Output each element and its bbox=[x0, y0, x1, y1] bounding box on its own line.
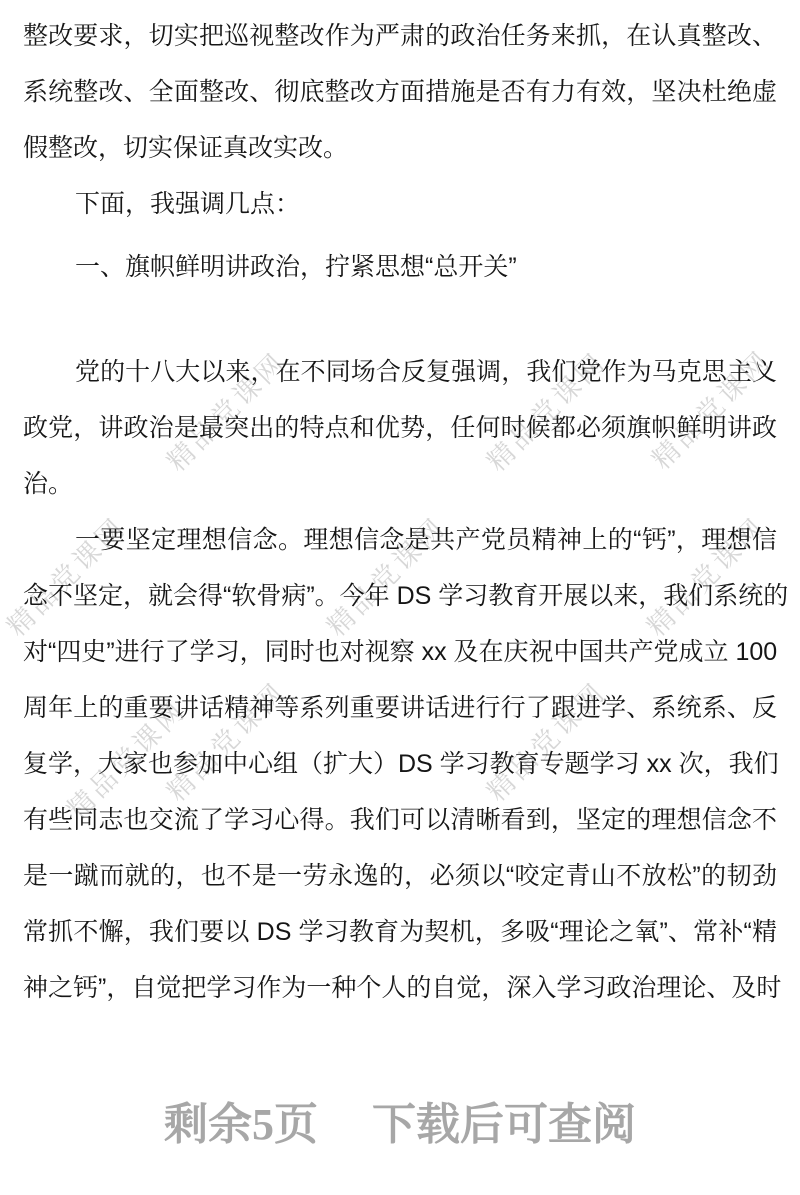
text-line: 神之钙”，自觉把学习作为一种个人的自觉，深入学习政治理论、及时 bbox=[23, 974, 782, 1002]
watermark-text: 精品党课网 bbox=[1, 511, 133, 643]
watermark-text: 精品党课网 bbox=[481, 346, 613, 478]
text-line: 复学，大家也参加中心组（扩大）DS 学习教育专题学习 xx 次，我们 bbox=[23, 750, 779, 778]
watermark-text: 精品党课网 bbox=[61, 694, 193, 826]
text-line: 系统整改、全面整改、彻底整改方面措施是否有力有效，坚决杜绝虚 bbox=[23, 78, 777, 106]
watermark-text: 精品党课网 bbox=[646, 344, 778, 476]
document-body bbox=[23, 8, 789, 1016]
watermark-text: 精品党课网 bbox=[641, 511, 773, 643]
text-line: 对“四史”进行了学习，同时也对视察 xx 及在庆祝中国共产党成立 100 bbox=[23, 638, 778, 666]
text-line: 政党，讲政治是最突出的特点和优势，任何时候都必须旗帜鲜明讲政 bbox=[23, 414, 777, 442]
text-line: 整改要求，切实把巡视整改作为严肃的政治任务来抓，在认真整改、 bbox=[23, 22, 777, 50]
download-hint-label: 下载后可查阅 bbox=[372, 1100, 636, 1149]
text-line: 念不坚定，就会得“软骨病”。今年 DS 学习教育开展以来，我们系统的 bbox=[23, 582, 789, 610]
page-footer-notice bbox=[0, 1088, 800, 1152]
text-line: 治。 bbox=[23, 470, 74, 498]
text-line: 下面，我强调几点： bbox=[75, 190, 301, 218]
text-line: 有些同志也交流了学习心得。我们可以清晰看到，坚定的理想信念不 bbox=[23, 806, 777, 834]
watermark-text: 精品党课网 bbox=[481, 676, 613, 808]
text-line: 周年上的重要讲话精神等系列重要讲话进行行了跟进学、系统系、反 bbox=[23, 694, 777, 722]
watermark-text: 精品党课网 bbox=[161, 346, 293, 478]
text-line: 是一蹴而就的，也不是一劳永逸的，必须以“咬定青山不放松”的韧劲 bbox=[23, 862, 777, 890]
text-line: 常抓不懈，我们要以 DS 学习教育为契机，多吸“理论之氧”、常补“精 bbox=[23, 918, 777, 946]
watermark-text: 精品党课网 bbox=[321, 511, 453, 643]
text-line: 党的十八大以来，在不同场合反复强调，我们党作为马克思主义 bbox=[75, 358, 777, 386]
pages-remaining-label: 剩余5页 bbox=[164, 1100, 318, 1149]
section-heading: 一、旗帜鲜明讲政治，拧紧思想“总开关” bbox=[75, 253, 517, 281]
watermark-text: 精品党课网 bbox=[161, 676, 293, 808]
text-line: 一要坚定理想信念。理想信念是共产党员精神上的“钙”，理想信 bbox=[75, 526, 777, 554]
text-line: 假整改，切实保证真改实改。 bbox=[23, 134, 349, 162]
